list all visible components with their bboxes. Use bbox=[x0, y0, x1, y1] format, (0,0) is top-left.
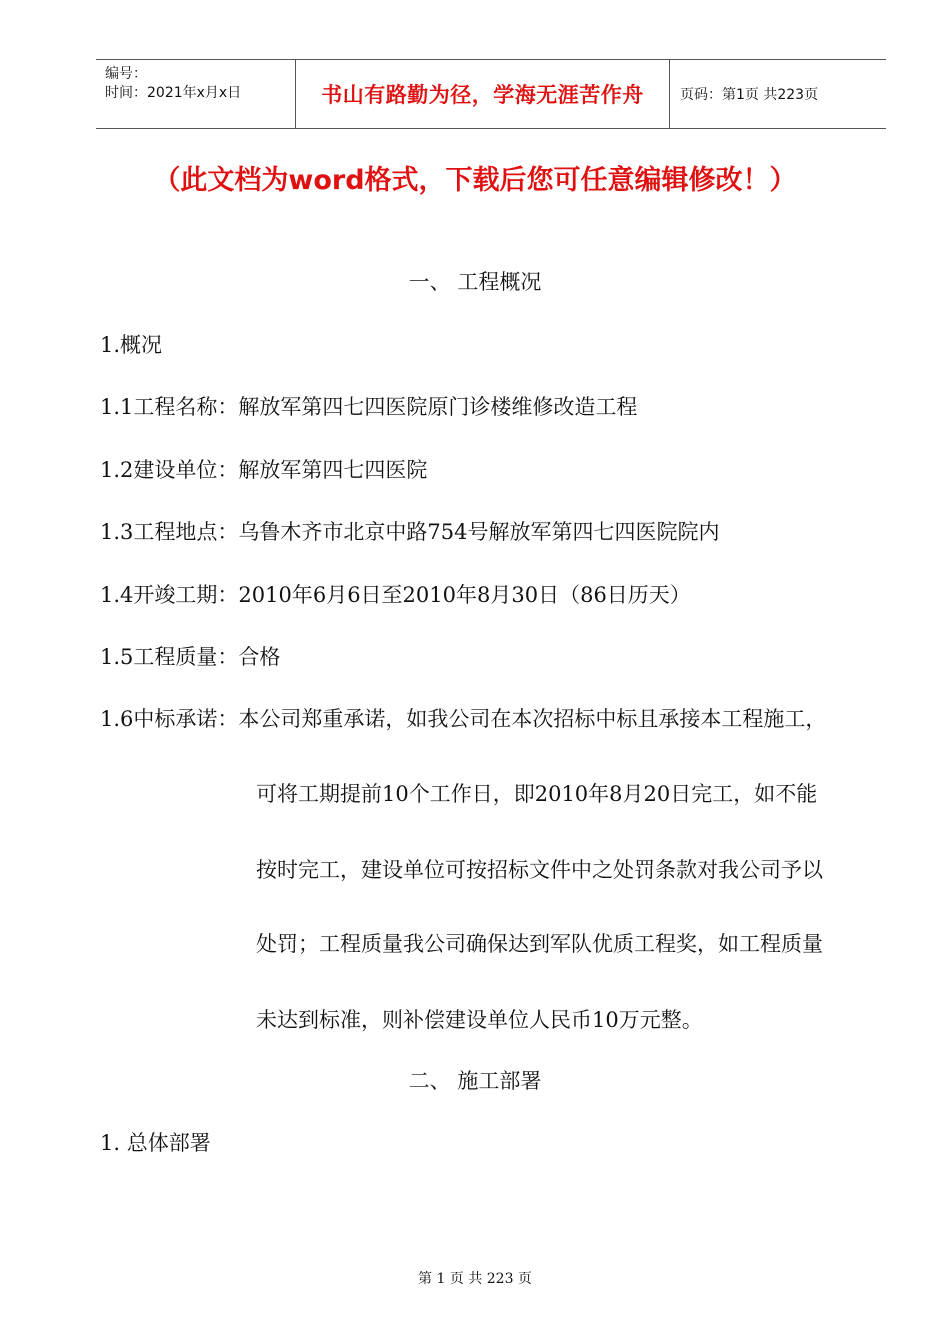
commitment-line-2: 可将工期提前10个工作日，即2010年8月20日完工，如不能 bbox=[256, 782, 818, 806]
item-project-location: 1.3工程地点：乌鲁木齐市北京中路754号解放军第四七四医院院内 bbox=[100, 520, 720, 544]
section-2-subtitle: 1. 总体部署 bbox=[100, 1131, 211, 1155]
commitment-line-5: 未达到标准，则补偿建设单位人民币10万元整。 bbox=[256, 1008, 703, 1032]
document-number-label: 编号： bbox=[105, 66, 147, 82]
editable-notice: （此文档为word格式，下载后您可任意编辑修改！） bbox=[153, 165, 797, 196]
document-time-label: 时间：2021年x月x日 bbox=[105, 85, 242, 101]
section-2-title: 二、 施工部署 bbox=[408, 1069, 542, 1093]
header-motto-cell bbox=[296, 60, 670, 128]
item-construction-period: 1.4开竣工期：2010年6月6日至2010年8月30日（86日历天） bbox=[100, 583, 691, 607]
section-1-title: 一、 工程概况 bbox=[408, 270, 542, 294]
commitment-line-4: 处罚；工程质量我公司确保达到军队优质工程奖，如工程质量 bbox=[256, 932, 823, 956]
page-footer: 第 1 页 共 223 页 bbox=[418, 1271, 532, 1287]
motto-text: 书山有路勤为径，学海无涯苦作舟 bbox=[321, 82, 644, 107]
item-bid-commitment: 1.6中标承诺：本公司郑重承诺，如我公司在本次招标中标且承接本工程施工， bbox=[100, 707, 827, 731]
page-info: 页码：第1页 共223页 bbox=[680, 87, 819, 103]
item-project-quality: 1.5工程质量：合格 bbox=[100, 645, 281, 669]
header-meta-cell bbox=[96, 60, 296, 128]
section-1-subtitle: 1.概况 bbox=[100, 333, 163, 357]
header-page-cell bbox=[670, 60, 886, 128]
commitment-line-3: 按时完工，建设单位可按招标文件中之处罚条款对我公司予以 bbox=[256, 858, 823, 882]
item-project-name: 1.1工程名称：解放军第四七四医院原门诊楼维修改造工程 bbox=[100, 395, 638, 419]
document-header bbox=[96, 59, 886, 129]
item-construction-unit: 1.2建设单位：解放军第四七四医院 bbox=[100, 458, 428, 482]
